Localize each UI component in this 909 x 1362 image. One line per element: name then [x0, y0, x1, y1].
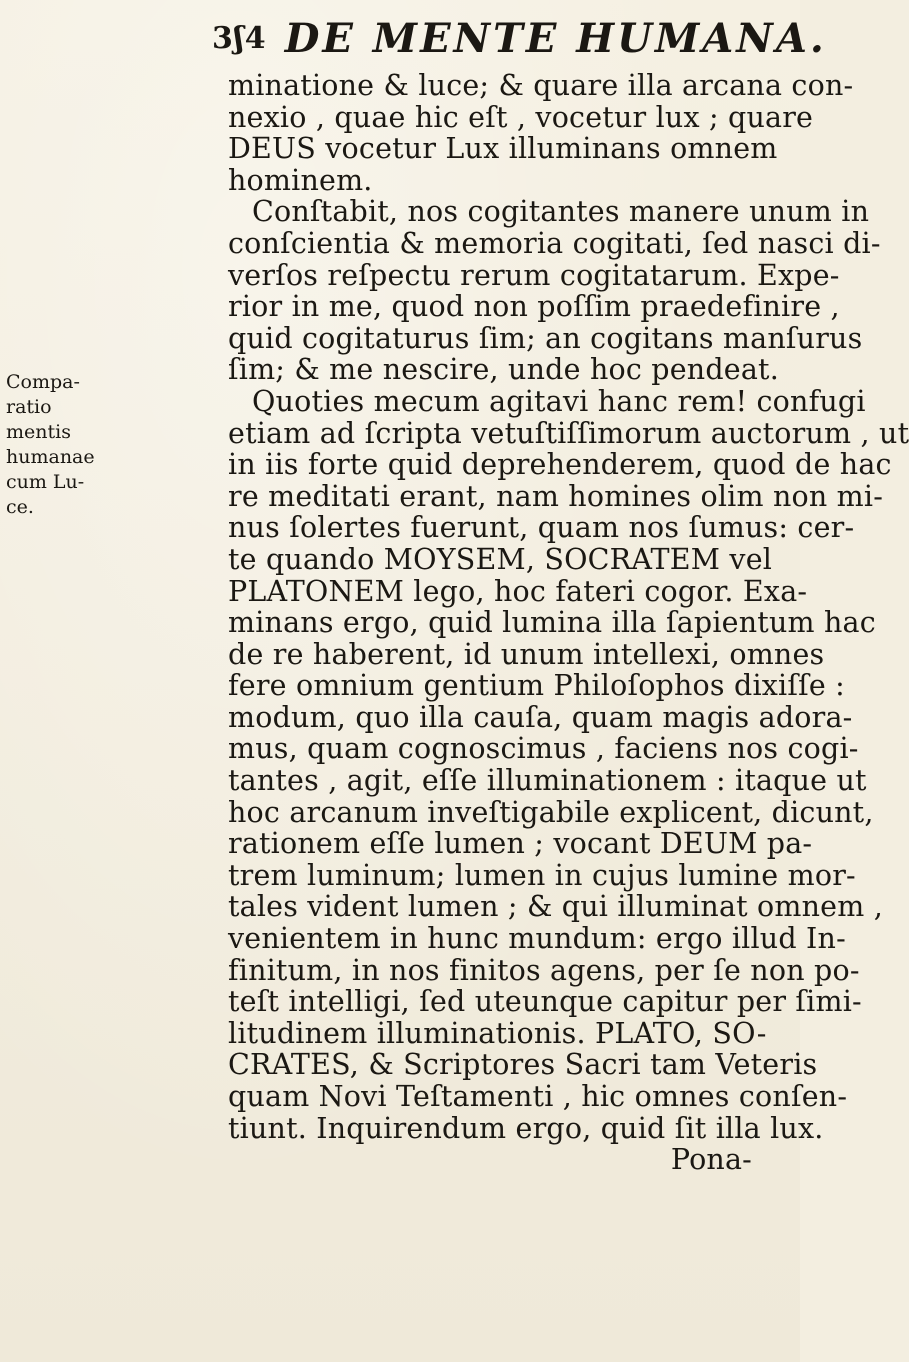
text-line: etiam ad ſcripta vetuſtiſſimorum auctorum , ut [228, 416, 909, 450]
page-header [212, 6, 827, 70]
text-line: nus ſolertes fuerunt, quam nos ſumus: cer- [228, 511, 855, 545]
text-line: nexio , quae hic eſt , vocetur lux ; quare [228, 100, 814, 134]
margin-note-line: Compa- [6, 371, 80, 393]
text-line: tantes , agit, eſſe illuminationem : itaque ut [228, 764, 867, 798]
catchword: Pona- [670, 1143, 752, 1177]
text-line: in iis forte quid deprehenderem, quod de hac [228, 448, 892, 482]
text-line: fere omnium gentium Philoſophos dixiſſe : [228, 669, 845, 703]
text-line: Quoties mecum agitavi hanc rem! confugi [252, 384, 866, 418]
margin-note-line: mentis [6, 421, 71, 443]
text-line: litudinem illuminationis. PLATO, SO- [228, 1016, 767, 1050]
text-line: rationem eſſe lumen ; vocant DEUM pa- [228, 827, 813, 861]
text-line: venientem in hunc mundum: ergo illud In- [228, 922, 846, 956]
margin-note-line: cum Lu- [6, 471, 85, 493]
text-line: trem luminum; lumen in cujus lumine mor- [228, 858, 856, 892]
text-line: te quando MOYSEM, SOCRATEM vel [228, 542, 773, 576]
text-line: quam Novi Teſtamenti , hic omnes conſen- [228, 1080, 848, 1113]
text-line: finitum, in nos finitos agens, per ſe non po- [228, 953, 860, 987]
text-line: tales vident lumen ; & qui illuminat omnem , [228, 890, 883, 924]
text-line: mus, quam cognoscimus , faciens nos cogi- [228, 732, 859, 766]
margin-note-line: ratio [6, 396, 52, 418]
text-line: CRATES, & Scriptores Sacri tam Veteris [228, 1048, 818, 1082]
text-line: Conſtabit, nos cogitantes manere unum in [252, 195, 870, 229]
text-line: hoc arcanum inveſtigabile explicent, dicunt, [228, 795, 874, 829]
text-line: conſcientia & memoria cogitati, ſed nasci di- [228, 226, 881, 260]
margin-note-line: humanae [6, 446, 95, 468]
text-line: minatione & luce; & quare illa arcana con- [228, 69, 854, 102]
text-line: DEUS vocetur Lux illuminans omnem [228, 132, 778, 166]
text-line: tiunt. Inquirendum ergo, quid ſit illa lux. [228, 1111, 824, 1145]
text-line: de re haberent, id unum intellexi, omnes [228, 637, 825, 671]
text-line: hominem. [228, 163, 373, 197]
text-line: modum, quo illa cauſa, quam magis adora- [228, 700, 853, 734]
text-line: re meditati erant, nam homines olim non mi- [228, 479, 884, 513]
text-line: PLATONEM lego, hoc fateri cogor. Exa- [228, 574, 808, 608]
margin-note [6, 370, 102, 520]
text-line: ſim; & me nescire, unde hoc pendeat. [228, 353, 779, 387]
text-line: rior in me, quod non poſſim praedefinire , [228, 290, 840, 324]
text-line: verſos reſpectu rerum cogitatarum. Expe- [228, 258, 840, 292]
running-title: DE MENTE HUMANA. [284, 14, 827, 62]
page-number: 3ʃ4 [212, 20, 267, 56]
body-text [228, 69, 909, 1177]
margin-note-line: ce. [6, 496, 34, 518]
text-line: minans ergo, quid lumina illa ſapientum hac [228, 606, 876, 640]
text-line: teſt intelligi, ſed uteunque capitur per ſimi- [228, 985, 862, 1019]
text-line: quid cogitaturus ſim; an cogitans manſurus [228, 321, 863, 355]
